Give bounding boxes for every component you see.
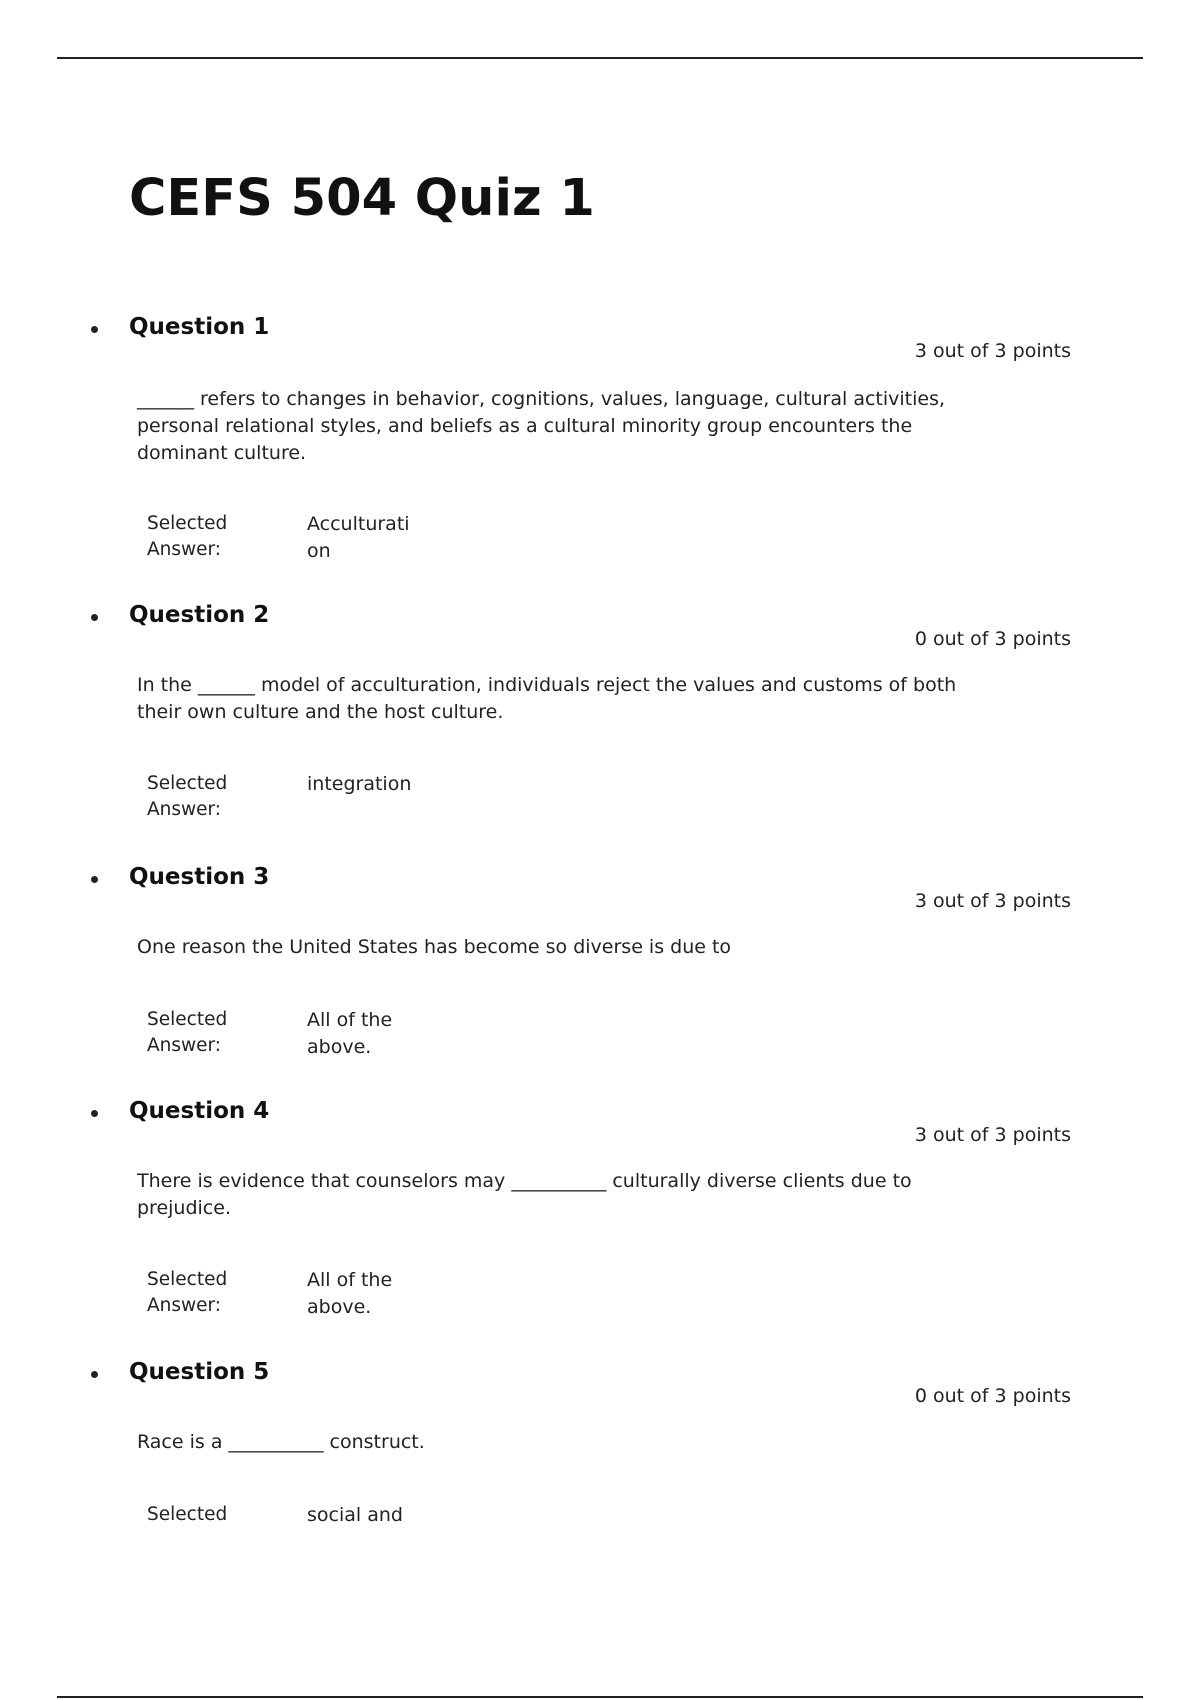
bullet-icon xyxy=(91,326,98,333)
question-heading: Question 2 xyxy=(129,602,270,628)
question-heading: Question 5 xyxy=(129,1359,270,1385)
selected-answer-label: Selected xyxy=(147,1504,228,1525)
selected-answer-value: Acculturation xyxy=(307,513,410,562)
question-heading: Question 4 xyxy=(129,1098,270,1124)
question-text: One reason the United States has become so diverse is due to xyxy=(137,936,732,958)
question-points: 3 out of 3 points xyxy=(914,1124,1071,1146)
question-text: Race is a __________ construct. xyxy=(137,1431,425,1453)
question-points: 3 out of 3 points xyxy=(914,890,1071,912)
bullet-icon xyxy=(91,1110,98,1117)
question-points: 0 out of 3 points xyxy=(914,1385,1071,1407)
selected-answer-label: Selected Answer: xyxy=(147,1009,228,1056)
selected-answer-value: integration xyxy=(307,773,412,795)
question-points: 3 out of 3 points xyxy=(914,340,1071,362)
page-title: CEFS 504 Quiz 1 xyxy=(129,169,595,228)
top-rule xyxy=(57,57,1143,59)
question-text: ______ refers to changes in behavior, cognitions, values, language, cultural activities, personal relational styles, and beliefs as a cultural minority group encounters the dominant culture. xyxy=(137,388,946,464)
question-heading: Question 3 xyxy=(129,864,270,890)
selected-answer-value: All of the above. xyxy=(307,1269,393,1318)
question-heading: Question 1 xyxy=(129,314,270,340)
selected-answer-label: Selected Answer: xyxy=(147,1269,228,1316)
selected-answer-value: social and xyxy=(307,1504,403,1526)
selected-answer-label: Selected Answer: xyxy=(147,513,228,560)
bottom-rule xyxy=(57,1696,1143,1698)
question-text: There is evidence that counselors may __________ culturally diverse clients due to prejudice. xyxy=(137,1170,912,1219)
bullet-icon xyxy=(91,1371,98,1378)
selected-answer-value: All of the above. xyxy=(307,1009,393,1058)
selected-answer-label: Selected Answer: xyxy=(147,773,228,820)
bullet-icon xyxy=(91,614,98,621)
question-points: 0 out of 3 points xyxy=(914,628,1071,650)
question-text: In the ______ model of acculturation, individuals reject the values and customs of both their own culture and the host culture. xyxy=(137,674,957,723)
bullet-icon xyxy=(91,876,98,883)
